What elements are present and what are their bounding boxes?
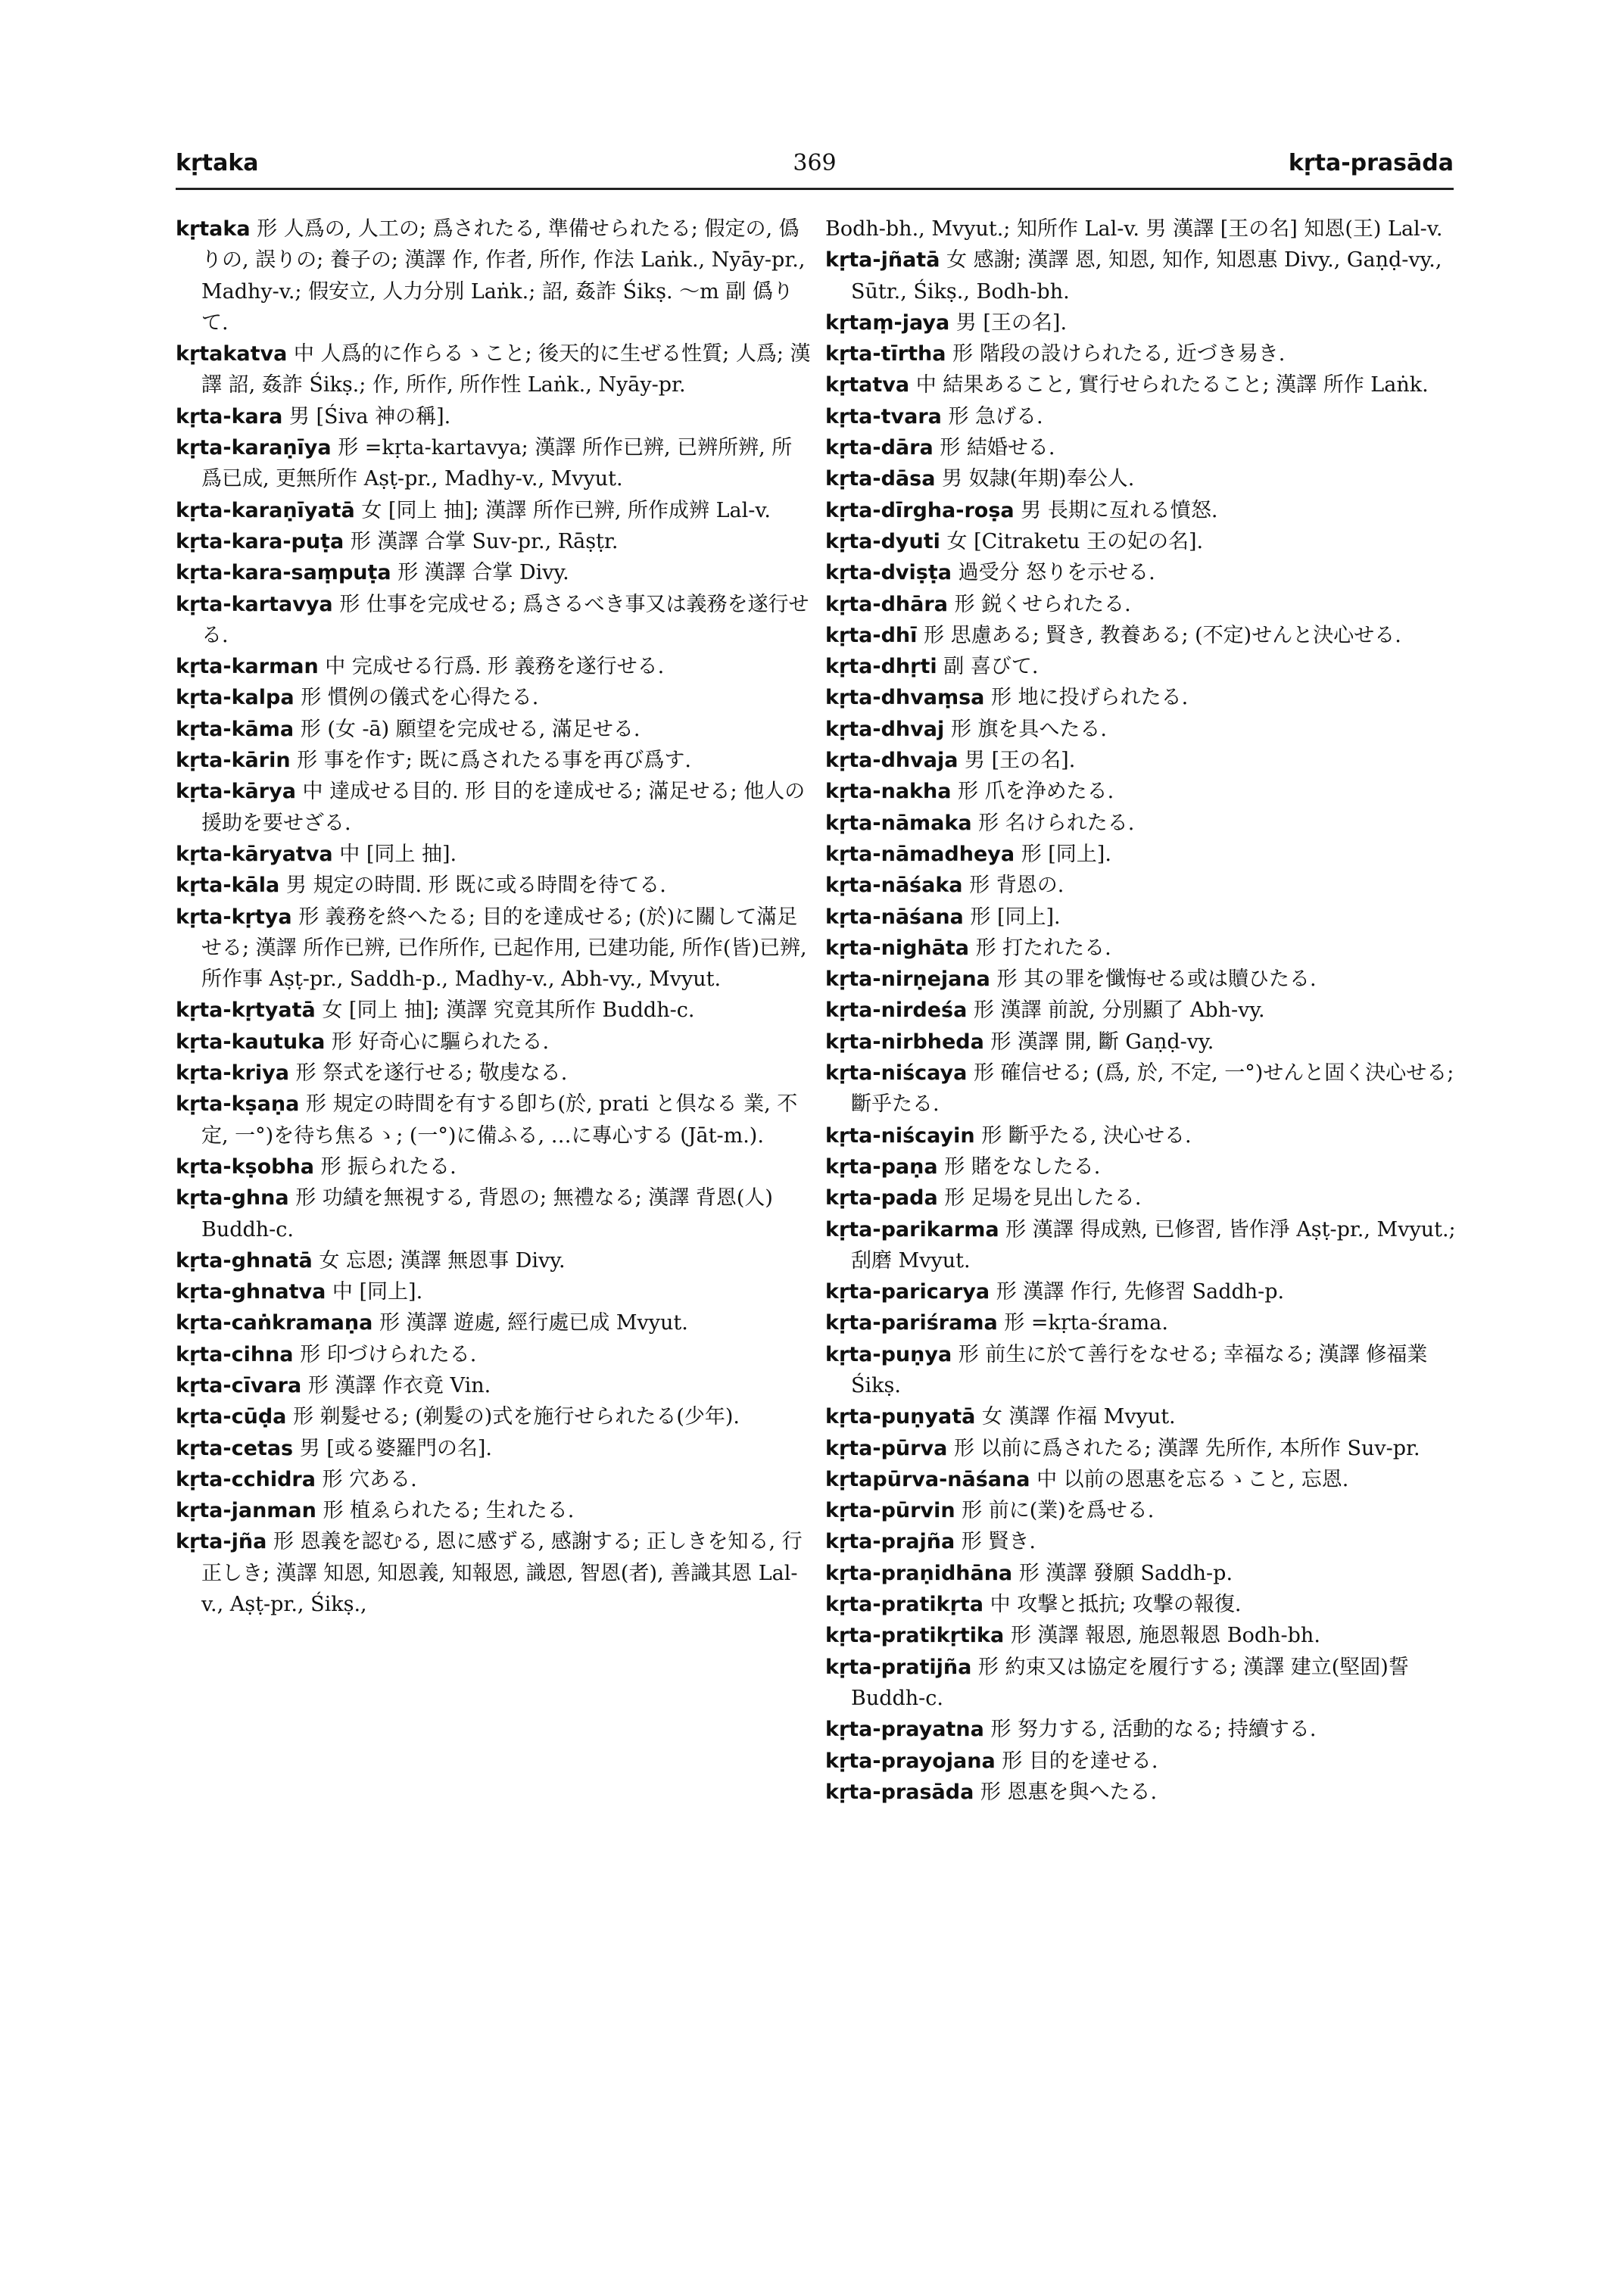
dictionary-entry bbox=[825, 933, 1461, 964]
entry-definition: 形 旗を具へたる. bbox=[950, 717, 1107, 741]
dictionary-entry bbox=[176, 1401, 812, 1432]
entry-headword: kṛta-kāma bbox=[176, 717, 295, 741]
dictionary-entry bbox=[825, 557, 1461, 588]
entry-definition: 形 前生に於て善行をなせる; 幸福なる; 漢譯 修福業 Śikṣ. bbox=[851, 1342, 1428, 1397]
dictionary-entry bbox=[825, 432, 1461, 463]
entry-definition: 男 [或る婆羅門の名]. bbox=[299, 1436, 492, 1460]
entry-definition: 形 思慮ある; 賢き, 教養ある; (不定)せんと決心せる. bbox=[924, 623, 1401, 647]
right-column bbox=[825, 213, 1461, 1808]
entry-definition: 形 鋭くせられたる. bbox=[954, 592, 1131, 616]
entry-definition: 形 漢譯 作衣竟 Vin. bbox=[307, 1373, 491, 1397]
dictionary-entry bbox=[825, 1495, 1461, 1526]
entry-headword: kṛta-dhvaja bbox=[825, 749, 959, 773]
dictionary-entry bbox=[176, 1433, 812, 1464]
dictionary-entry bbox=[825, 589, 1461, 620]
dictionary-entry bbox=[176, 1370, 812, 1401]
entry-headword: kṛta-nighāta bbox=[825, 936, 969, 960]
entry-headword: kṛta-kartavya bbox=[176, 592, 333, 616]
entry-headword: kṛta-dhṛti bbox=[825, 655, 937, 679]
entry-definition: 形 足場を見出したる. bbox=[944, 1186, 1142, 1210]
entry-definition: 形 結婚せる. bbox=[940, 436, 1055, 460]
entry-definition: 形 [同上]. bbox=[970, 905, 1061, 929]
dictionary-entry bbox=[825, 1620, 1461, 1651]
entry-headword: kṛta-pratikṛtika bbox=[825, 1624, 1005, 1648]
dictionary-entry bbox=[825, 213, 1461, 245]
dictionary-entry bbox=[176, 432, 812, 495]
entry-headword: kṛta-kalpa bbox=[176, 686, 295, 710]
dictionary-entry bbox=[176, 526, 812, 557]
dictionary-entry bbox=[825, 245, 1461, 307]
dictionary-entry bbox=[825, 745, 1461, 776]
dictionary-entry bbox=[825, 1777, 1461, 1808]
entry-definition: 形 (女 -ā) 願望を完成せる, 滿足せる. bbox=[300, 717, 641, 741]
running-head-left: kṛtaka bbox=[176, 150, 259, 176]
entry-definition: 形 慣例の儀式を心得たる. bbox=[301, 686, 539, 710]
entry-definition: 形 賭をなしたる. bbox=[944, 1154, 1101, 1179]
dictionary-entry bbox=[825, 1746, 1461, 1777]
entry-headword: kṛta-dyuti bbox=[825, 529, 940, 553]
page-number: 369 bbox=[793, 150, 837, 176]
entry-headword: kṛta-puṇya bbox=[825, 1342, 952, 1366]
dictionary-entry bbox=[825, 1714, 1461, 1745]
entry-definition: 形 仕事を完成せる; 爲さるべき事又は義務を遂行せる. bbox=[201, 592, 809, 647]
entry-headword: kṛta-cīvara bbox=[176, 1373, 302, 1397]
left-column bbox=[176, 213, 812, 1620]
dictionary-entry bbox=[825, 1151, 1461, 1182]
dictionary-entry bbox=[176, 557, 812, 588]
entry-definition: 男 [Śiva 神の稱]. bbox=[288, 404, 451, 428]
entry-headword: kṛta-kārya bbox=[176, 780, 296, 804]
dictionary-entry bbox=[176, 1089, 812, 1151]
entry-definition: 形 祭式を遂行せる; 敬虔なる. bbox=[295, 1061, 568, 1086]
entry-headword: kṛtaṃ-jaya bbox=[825, 310, 950, 335]
entry-definition: 形 爪を浄めたる. bbox=[958, 780, 1114, 804]
entry-definition: 形 漢譯 合掌 Suv-pr., Rāṣṭr. bbox=[350, 529, 619, 553]
entry-headword: kṛta-kriya bbox=[176, 1061, 289, 1086]
dictionary-entry bbox=[176, 870, 812, 901]
entry-headword: kṛta-ghnatā bbox=[176, 1248, 313, 1273]
dictionary-entry bbox=[825, 1401, 1461, 1432]
entry-definition: 形 =kṛta-śrama. bbox=[1004, 1311, 1168, 1335]
entry-headword: kṛta-ghnatva bbox=[176, 1280, 326, 1304]
entry-headword: kṛta-dīrgha-roṣa bbox=[825, 498, 1015, 522]
entry-definition: 形 植ゑられたる; 生れたる. bbox=[323, 1499, 575, 1523]
entry-headword: kṛtakatva bbox=[176, 342, 288, 366]
dictionary-entry bbox=[176, 1339, 812, 1370]
entry-headword: kṛtaka bbox=[176, 217, 251, 241]
dictionary-entry bbox=[176, 714, 812, 745]
entry-headword: kṛta-kṣobha bbox=[176, 1154, 314, 1179]
dictionary-entry bbox=[176, 1276, 812, 1307]
entry-headword: kṛta-puṇyatā bbox=[825, 1405, 976, 1429]
entry-definition: 形 背恩の. bbox=[969, 874, 1064, 898]
entry-definition: 形 義務を終へたる; 目的を達成せる; (於)に關して滿足せる; 漢譯 所作已辨, 已作所作, 已起作用, 已建功能, 所作(皆)已辨, 所作事 Aṣṭ-pr., Saddh-p., Madhy-v., Abh-vy., Mvyut. bbox=[201, 905, 807, 992]
entry-headword: kṛta-pratijña bbox=[825, 1655, 972, 1679]
dictionary-entry bbox=[825, 870, 1461, 901]
entry-definition: 形 斷乎たる, 決心せる. bbox=[981, 1123, 1192, 1148]
entry-definition: 女 漢譯 作福 Mvyut. bbox=[981, 1405, 1176, 1429]
entry-headword: kṛta-janman bbox=[176, 1499, 316, 1523]
entry-definition: 形 約束又は協定を履行する; 漢譯 建立(堅固)誓 Buddh-c. bbox=[851, 1655, 1409, 1710]
entry-headword: kṛta-nāśana bbox=[825, 905, 964, 929]
dictionary-entry bbox=[176, 839, 812, 870]
entry-definition: 形 前に(業)を爲せる. bbox=[962, 1499, 1155, 1523]
entry-headword: kṛta-tvara bbox=[825, 404, 942, 428]
entry-headword: kṛta-dhvaj bbox=[825, 717, 945, 741]
header-rule bbox=[176, 188, 1454, 190]
dictionary-entry bbox=[176, 1495, 812, 1526]
dictionary-entry bbox=[176, 1245, 812, 1276]
entry-headword: kṛta-kara-puṭa bbox=[176, 529, 344, 553]
entry-headword: kṛta-nirdeśa bbox=[825, 999, 968, 1023]
dictionary-entry bbox=[825, 995, 1461, 1026]
dictionary-entry bbox=[825, 526, 1461, 557]
entry-definition: 中 結果あること, 實行せられたること; 漢譯 所作 Laṅk. bbox=[915, 373, 1429, 397]
entry-definition: 中 攻撃と抵抗; 攻撃の報復. bbox=[990, 1593, 1242, 1617]
entry-headword: kṛta-niścaya bbox=[825, 1061, 968, 1086]
dictionary-entry bbox=[825, 776, 1461, 807]
entry-definition: 副 喜びて. bbox=[943, 655, 1039, 679]
entry-headword: kṛta-nāmaka bbox=[825, 811, 972, 835]
entry-headword: kṛta-dāra bbox=[825, 436, 934, 460]
entry-headword: kṛta-kṣaṇa bbox=[176, 1092, 300, 1117]
entry-definition: 形 漢譯 前說, 分別顯了 Abh-vy. bbox=[973, 999, 1265, 1023]
dictionary-entry bbox=[825, 1276, 1461, 1307]
dictionary-entry bbox=[825, 495, 1461, 526]
entry-definition: 形 好奇心に驅られたる. bbox=[331, 1030, 550, 1054]
entry-definition: 中 [同上 抽]. bbox=[339, 842, 457, 866]
entry-definition: 形 恩惠を與へたる. bbox=[980, 1780, 1158, 1804]
entry-headword: kṛta-praṇidhāna bbox=[825, 1561, 1013, 1585]
dictionary-entry bbox=[176, 213, 812, 338]
dictionary-entry bbox=[825, 902, 1461, 933]
dictionary-entry bbox=[825, 839, 1461, 870]
entry-definition: 過受分 怒りを示せる. bbox=[958, 561, 1155, 585]
entry-definition: 女 [Citraketu 王の妃の名]. bbox=[946, 529, 1204, 553]
dictionary-entry bbox=[176, 1307, 812, 1338]
entry-headword: kṛta-nirbheda bbox=[825, 1030, 984, 1054]
dictionary-entry bbox=[176, 745, 812, 776]
entry-headword: kṛta-kara bbox=[176, 404, 283, 428]
dictionary-entry bbox=[176, 1058, 812, 1089]
dictionary-entry bbox=[825, 682, 1461, 713]
dictionary-entry bbox=[176, 902, 812, 995]
entry-definition: 形 努力する, 活動的なる; 持續する. bbox=[990, 1718, 1317, 1742]
entry-definition: 形 漢譯 開, 斷 Gaṇḍ-vy. bbox=[990, 1030, 1214, 1054]
entry-definition: 形 漢譯 報恩, 施恩報恩 Bodh-bh. bbox=[1010, 1624, 1320, 1648]
dictionary-entry bbox=[825, 401, 1461, 432]
entry-definition: 女 [同上 抽]; 漢譯 所作已辨, 所作成辨 Lal-v. bbox=[361, 498, 771, 522]
entry-headword: kṛta-kārin bbox=[176, 749, 291, 773]
dictionary-entry bbox=[825, 1182, 1461, 1213]
entry-definition: 男 長期に亙れる憤怒. bbox=[1021, 498, 1218, 522]
entry-definition: 形 打たれたる. bbox=[975, 936, 1111, 960]
entry-definition: 女 [同上 抽]; 漢譯 究竟其所作 Buddh-c. bbox=[322, 999, 695, 1023]
entry-headword: kṛta-pūrva bbox=[825, 1436, 948, 1460]
entry-headword: kṛta-dhvaṃsa bbox=[825, 686, 985, 710]
entry-definition: 形 地に投げられたる. bbox=[991, 686, 1189, 710]
entry-headword: kṛtapūrva-nāśana bbox=[825, 1467, 1030, 1491]
entry-definition: 男 [王の名]. bbox=[955, 310, 1068, 335]
entry-headword: kṛta-jña bbox=[176, 1530, 267, 1554]
entry-definition: 男 奴隷(年期)奉公人. bbox=[942, 467, 1135, 491]
dictionary-entry bbox=[176, 776, 812, 839]
dictionary-entry bbox=[825, 1027, 1461, 1058]
entry-headword: kṛta-pariśrama bbox=[825, 1311, 998, 1335]
entry-headword: kṛta-karman bbox=[176, 655, 319, 679]
entry-headword: kṛta-dhī bbox=[825, 623, 918, 647]
entry-headword: kṛta-kautuka bbox=[176, 1030, 326, 1054]
dictionary-entry bbox=[176, 1027, 812, 1058]
dictionary-entry bbox=[825, 1652, 1461, 1715]
entry-definition: 形 賢き. bbox=[961, 1530, 1036, 1554]
entry-headword: kṛta-cchidra bbox=[176, 1467, 316, 1491]
dictionary-entry bbox=[825, 1558, 1461, 1589]
entry-definition: 形 事を作す; 既に爲されたる事を再び爲す. bbox=[297, 749, 692, 773]
entry-headword: kṛta-kṛtyatā bbox=[176, 999, 316, 1023]
entry-definition: 形 確信せる; (爲, 於, 不定, 一°)せんと固く決心せる; 斷乎たる. bbox=[851, 1061, 1454, 1117]
dictionary-entry bbox=[825, 1589, 1461, 1620]
entry-headword: kṛta-paṇa bbox=[825, 1154, 938, 1179]
entry-definition: 形 以前に爲されたる; 漢譯 先所作, 本所作 Suv-pr. bbox=[953, 1436, 1420, 1460]
dictionary-entry bbox=[825, 1339, 1461, 1402]
entry-headword: kṛta-cetas bbox=[176, 1436, 294, 1460]
entry-definition: 形 規定の時間を有する卽ち(於, prati と倶なる 業, 不定, 一°)を待ち焦るゝ; (一°)に備ふる, …に專心する (Jāt-m.). bbox=[201, 1092, 798, 1148]
entry-headword: kṛta-pratikṛta bbox=[825, 1593, 984, 1617]
entry-headword: kṛta-nirṇejana bbox=[825, 967, 990, 992]
entry-definition: 中 人爲的に作らるゝこと; 後天的に生ぜる性質; 人爲; 漢譯 詔, 姦詐 Śikṣ.; 作, 所作, 所作性 Laṅk., Nyāy-pr. bbox=[201, 342, 811, 397]
running-head bbox=[176, 150, 1454, 188]
dictionary-entry bbox=[825, 964, 1461, 995]
entry-definition: 形 目的を達せる. bbox=[1002, 1749, 1158, 1773]
entry-headword: kṛta-nāmadheya bbox=[825, 842, 1015, 866]
entry-definition: 形 功績を無視する, 背恩の; 無禮なる; 漢譯 背恩(人) Buddh-c. bbox=[201, 1186, 773, 1242]
entry-definition: 形 急げる. bbox=[948, 404, 1043, 428]
entry-definition: 形 =kṛta-kartavya; 漢譯 所作已辨, 已辨所辨, 所爲已成, 更無所作 Aṣṭ-pr., Madhy-v., Mvyut. bbox=[201, 436, 793, 491]
entry-headword: kṛta-dāsa bbox=[825, 467, 936, 491]
entry-headword: kṛta-nāśaka bbox=[825, 874, 963, 898]
entry-definition: 中 完成せる行爲. 形 義務を遂行せる. bbox=[325, 655, 665, 679]
entry-definition: 中 [同上]. bbox=[332, 1280, 423, 1304]
entry-definition: 形 振られたる. bbox=[320, 1154, 457, 1179]
dictionary-entry bbox=[176, 682, 812, 713]
entry-definition: 形 [同上]. bbox=[1021, 842, 1111, 866]
dictionary-entry bbox=[176, 495, 812, 526]
entry-definition: 形 漢譯 得成熟, 已修習, 皆作淨 Aṣṭ-pr., Mvyut.; 刮磨 Mvyut. bbox=[851, 1217, 1456, 1273]
dictionary-entry bbox=[825, 1464, 1461, 1495]
dictionary-entry bbox=[176, 401, 812, 432]
entry-definition: 形 漢譯 合掌 Divy. bbox=[397, 561, 569, 585]
entry-definition: 中 以前の恩惠を忘るゝこと, 忘恩. bbox=[1036, 1467, 1349, 1491]
dictionary-entry bbox=[176, 589, 812, 652]
dictionary-entry bbox=[825, 463, 1461, 494]
entry-headword: kṛta-kāryatva bbox=[176, 842, 333, 866]
dictionary-entry bbox=[176, 338, 812, 401]
entry-definition: 形 人爲の, 人工の; 爲されたる, 準備せられたる; 假定の, 僞りの, 誤りの; 養子の; 漢譯 作, 作者, 所作, 作法 Laṅk., Nyāy-pr., Madhy-v.; 假安立, 人力分別 Laṅk.; 詔, 姦詐 Śikṣ. ～m 副 僞りて. bbox=[201, 217, 806, 335]
entry-headword: kṛta-cūḍa bbox=[176, 1405, 287, 1429]
entry-definition: 形 漢譯 作行, 先修習 Saddh-p. bbox=[996, 1280, 1285, 1304]
dictionary-entry bbox=[825, 1433, 1461, 1464]
dictionary-entry bbox=[176, 651, 812, 682]
entry-definition: 男 [王の名]. bbox=[965, 749, 1076, 773]
entry-headword: kṛta-kara-saṃpuṭa bbox=[176, 561, 391, 585]
dictionary-entry bbox=[825, 1214, 1461, 1277]
dictionary-entry bbox=[825, 808, 1461, 839]
dictionary-entry bbox=[825, 714, 1461, 745]
dictionary-entry bbox=[825, 338, 1461, 369]
entry-headword: kṛta-pūrvin bbox=[825, 1499, 955, 1523]
entry-headword: kṛta-cihna bbox=[176, 1342, 294, 1366]
entry-definition: 形 印づけられたる. bbox=[300, 1342, 477, 1366]
entry-headword: kṛta-karaṇīya bbox=[176, 436, 332, 460]
dictionary-entry bbox=[176, 1182, 812, 1245]
dictionary-entry bbox=[825, 620, 1461, 651]
running-head-right: kṛta-prasāda bbox=[1288, 150, 1454, 176]
entry-headword: kṛta-niścayin bbox=[825, 1123, 975, 1148]
dictionary-entry bbox=[176, 995, 812, 1026]
dictionary-entry bbox=[176, 1464, 812, 1495]
entry-headword: kṛta-prajña bbox=[825, 1530, 955, 1554]
entry-definition: 男 規定の時間. 形 既に或る時間を待てる. bbox=[285, 874, 666, 898]
dictionary-entry bbox=[825, 307, 1461, 338]
entry-definition: 女 忘恩; 漢譯 無恩事 Divy. bbox=[319, 1248, 566, 1273]
dictionary-entry bbox=[176, 1151, 812, 1182]
entry-headword: kṛta-kāla bbox=[176, 874, 280, 898]
dictionary-entry bbox=[825, 1526, 1461, 1557]
entry-definition: 形 穴ある. bbox=[322, 1467, 417, 1491]
entry-definition: 形 名けられたる. bbox=[978, 811, 1135, 835]
dictionary-entry bbox=[825, 651, 1461, 682]
entry-definition: 形 漢譯 發願 Saddh-p. bbox=[1018, 1561, 1233, 1585]
entry-definition: 形 其の罪を懺悔せる或は贖ひたる. bbox=[996, 967, 1317, 992]
entry-headword: kṛta-pada bbox=[825, 1186, 938, 1210]
entry-headword: kṛtatva bbox=[825, 373, 910, 397]
entry-headword: kṛta-nakha bbox=[825, 780, 952, 804]
entry-definition: 女 感謝; 漢譯 恩, 知恩, 知作, 知恩惠 Divy., Gaṇḍ-vy., Sūtr., Śikṣ., Bodh-bh. bbox=[851, 248, 1442, 304]
entry-headword: kṛta-tīrtha bbox=[825, 342, 946, 366]
entry-headword: kṛta-kṛtya bbox=[176, 905, 292, 929]
entry-headword: kṛta-ghna bbox=[176, 1186, 289, 1210]
entry-definition: 形 階段の設けられたる, 近づき易き. bbox=[952, 342, 1286, 366]
entry-headword: kṛta-parikarma bbox=[825, 1217, 999, 1242]
entry-headword: kṛta-paricarya bbox=[825, 1280, 990, 1304]
dictionary-entry bbox=[825, 369, 1461, 400]
dictionary-entry bbox=[825, 1058, 1461, 1120]
entry-headword: kṛta-dviṣṭa bbox=[825, 561, 952, 585]
entry-headword: kṛta-caṅkramaṇa bbox=[176, 1311, 373, 1335]
dictionary-entry bbox=[176, 1526, 812, 1620]
entry-headword: kṛta-prayatna bbox=[825, 1718, 984, 1742]
entry-definition: Bodh-bh., Mvyut.; 知所作 Lal-v. 男 漢譯 [王の名] 知恩(王) Lal-v. bbox=[825, 217, 1443, 241]
entry-definition: 形 漢譯 遊處, 經行處已成 Mvyut. bbox=[379, 1311, 688, 1335]
entry-definition: 形 恩義を認むる, 恩に感ずる, 感謝する; 正しきを知る, 行正しき; 漢譯 知恩, 知恩義, 知報恩, 識恩, 智恩(者), 善識其恩 Lal-v., Aṣṭ-pr., Śikṣ., bbox=[201, 1530, 803, 1617]
entry-headword: kṛta-karaṇīyatā bbox=[176, 498, 355, 522]
entry-definition: 中 達成せる目的. 形 目的を達成せる; 滿足せる; 他人の援助を要せざる. bbox=[201, 780, 806, 835]
dictionary-entry bbox=[825, 1120, 1461, 1151]
entry-headword: kṛta-dhāra bbox=[825, 592, 948, 616]
entry-headword: kṛta-jñatā bbox=[825, 248, 940, 273]
entry-definition: 形 剃髮せる; (剃髮の)式を施行せられたる(少年). bbox=[292, 1405, 740, 1429]
entry-headword: kṛta-prasāda bbox=[825, 1780, 974, 1804]
dictionary-entry bbox=[825, 1307, 1461, 1338]
entry-headword: kṛta-prayojana bbox=[825, 1749, 996, 1773]
